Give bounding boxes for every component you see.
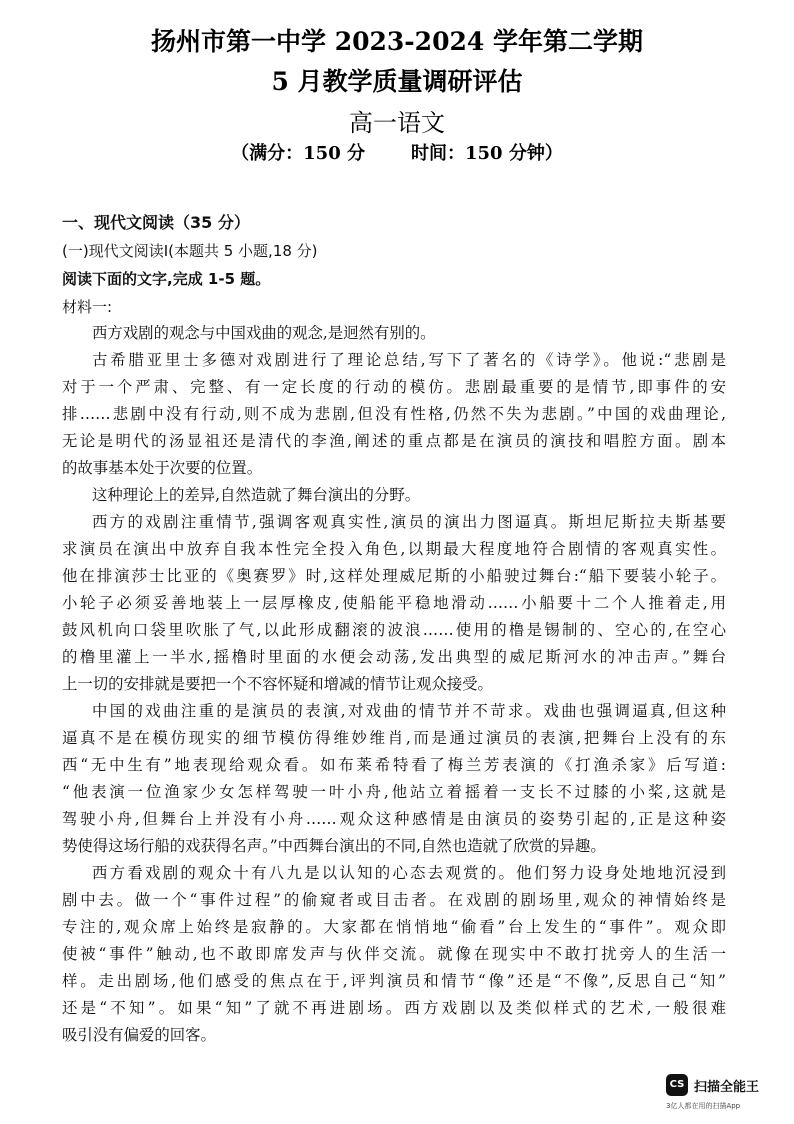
passage-line: 剧中去。做一个“事件过程”的偷窥者或目击者。在戏剧的剧场里,观众的神情始终是 [62, 891, 726, 909]
passage-line: 吸引没有偏爱的回客。 [62, 1026, 216, 1044]
passage-line: 求演员在演出中放弃自我本性完全投入角色,以期最大程度地符合剧情的客观真实性。 [62, 540, 726, 558]
scanner-watermark [666, 1070, 776, 1114]
section-heading: 一、现代文阅读（35 分） [62, 213, 250, 232]
passage-line: 西方看戏剧的观众十有八九是以认知的心态去观赏的。他们努力设身处地地沉浸到 [92, 864, 726, 882]
passage-line: 西“无中生有”地表现给观众看。如布莱希特看了梅兰芳表演的《打渔杀家》后写道: [62, 756, 726, 774]
passage-line: 排……悲剧中没有行动,则不成为悲剧,但没有性格,仍然不失为悲剧。”中国的戏曲理论, [62, 405, 726, 423]
passage-line: 这种理论上的差异,自然造就了舞台演出的分野。 [92, 486, 421, 504]
passage-line: 小轮子必须妥善地装上一层厚橡皮,使船能平稳地滑动……小船要十二个人推着走,用 [62, 594, 726, 612]
score-info: （满分：150 分 [231, 143, 365, 164]
passage-line: 鼓风机向口袋里吹胀了气,以此形成翻滚的波浪……使用的橹是锡制的、空心的,在空心 [62, 621, 726, 639]
material-label: 材料一: [62, 298, 113, 316]
instruction: 阅读下面的文字,完成 1-5 题。 [62, 270, 271, 288]
passage-line: 他在排演莎士比亚的《奥赛罗》时,这样处理威尼斯的小船驶过舞台:“船下要装小轮子。 [62, 567, 726, 585]
passage-line: 对于一个严肃、完整、有一定长度的行动的模仿。悲剧最重要的是情节,即事件的安 [62, 378, 726, 396]
passage-line: 逼真不是在模仿现实的细节模仿得维妙维肖,而是通过演员的表演,把舞台上没有的东 [62, 729, 726, 747]
exam-title: 5 月教学质量调研评估 [271, 67, 523, 96]
passage-line: 还是“不知”。如果“知”了就不再进剧场。西方戏剧以及类似样式的艺术,一般很难 [62, 999, 726, 1017]
passage-line: 西方的戏剧注重情节,强调客观真实性,演员的演出力图逼真。斯坦尼斯拉夫斯基要 [92, 513, 726, 531]
passage-line: 驾驶小舟,但舞台上并没有小舟……观众这种感情是由演员的姿势引起的,正是这种姿 [62, 810, 726, 828]
school-title: 扬州市第一中学 2023-2024 学年第二学期 [151, 27, 643, 56]
passage-line: 势使得这场行船的戏获得名声。”中西舞台演出的不同,自然也造就了欣赏的异趣。 [62, 837, 606, 855]
passage-line: 的橹里灌上一半水,摇橹时里面的水便会动荡,发出典型的威尼斯河水的冲击声。”舞台 [62, 648, 726, 666]
passage-line: 中国的戏曲注重的是演员的表演,对戏曲的情节并不苛求。戏曲也强调逼真,但这种 [92, 702, 726, 720]
reading-passage [62, 320, 726, 1049]
passage-line: 上一切的安排就是要把一个不容怀疑和增减的情节让观众接受。 [62, 675, 493, 693]
sub-heading: (一)现代文阅读Ⅰ(本题共 5 小题,18 分) [62, 242, 318, 260]
watermark-name: 扫描全能王 [694, 1080, 760, 1095]
exam-info [0, 139, 794, 165]
watermark-tagline: 3亿人都在用的扫描App [666, 1102, 741, 1110]
time-info: 时间：150 分钟） [411, 143, 563, 164]
subject-title: 高一语文 [349, 109, 445, 137]
passage-line: 专注的,观众席上始终是寂静的。大家都在悄悄地“偷看”台上发生的“事件”。观众即 [62, 918, 726, 936]
camscanner-logo-icon: CS [666, 1074, 688, 1096]
passage-line: “他表演一位渔家少女怎样驾驶一叶小舟,他站立着摇着一支长不过膝的小桨,这就是 [62, 783, 726, 801]
passage-line: 样。走出剧场,他们感受的焦点在于,评判演员和情节“像”还是“不像”,反思自己“知” [62, 972, 726, 990]
passage-line: 古希腊亚里士多德对戏剧进行了理论总结,写下了著名的《诗学》。他说:“悲剧是 [92, 351, 726, 369]
passage-line: 使被“事件”触动,也不敢即席发声与伙伴交流。就像在现实中不敢打扰旁人的生活一 [62, 945, 726, 963]
passage-line: 无论是明代的汤显祖还是清代的李渔,阐述的重点都是在演员的演技和唱腔方面。剧本 [62, 432, 726, 450]
passage-line: 的故事基本处于次要的位置。 [62, 459, 263, 477]
passage-line: 西方戏剧的观念与中国戏曲的观念,是迥然有别的。 [92, 324, 436, 342]
